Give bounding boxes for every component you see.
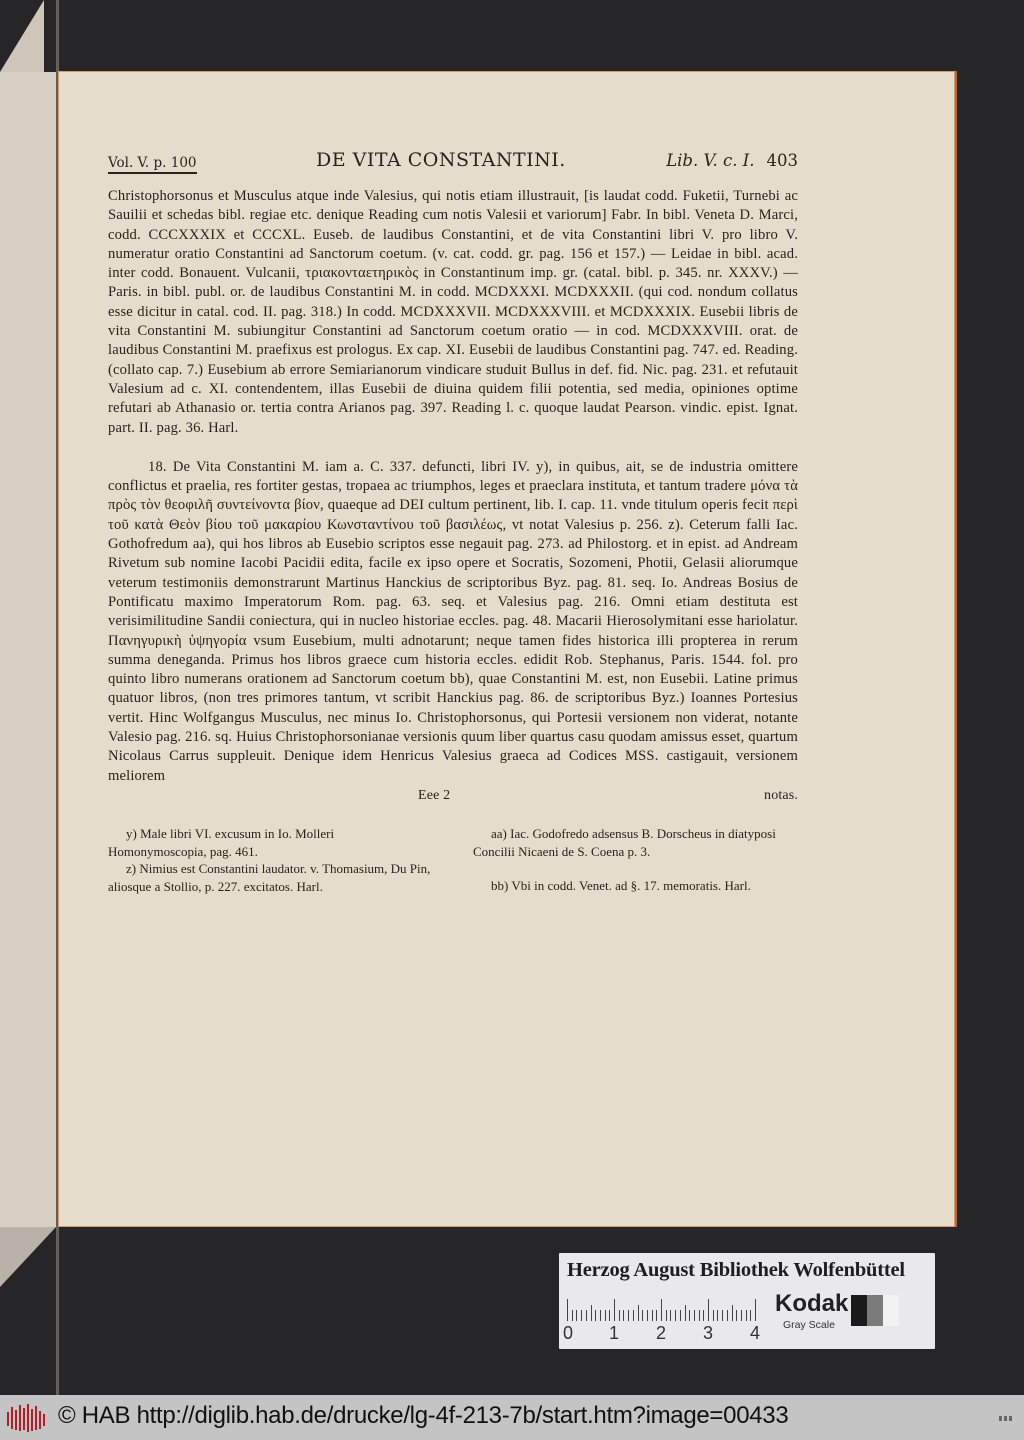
page-number: 403 xyxy=(766,151,798,170)
footnote-z: z) Nimius est Constantini laudator. v. Thomasium, Du Pin, aliosque a Stollio, p. 227. excitatos. Harl. xyxy=(108,861,431,894)
ruler-tick xyxy=(605,1310,606,1321)
ruler-number: 3 xyxy=(703,1323,714,1343)
signature-mark: Eee 2 xyxy=(418,787,451,803)
ruler-tick xyxy=(670,1310,671,1321)
footnote-aa: aa) Iac. Godofredo adsensus B. Dorscheus in diatyposi Concilii Nicaeni de S. Coena p. 3. xyxy=(473,826,776,859)
ruler-tick xyxy=(581,1310,582,1321)
footnotes-left-column xyxy=(108,825,433,895)
ruler-tick xyxy=(732,1305,733,1321)
ruler-tick xyxy=(576,1310,577,1321)
ruler-number: 4 xyxy=(750,1323,761,1343)
ruler-tick xyxy=(661,1299,662,1321)
ruler-tick xyxy=(619,1310,620,1321)
volume-reference: Vol. V. p. 100 xyxy=(108,155,197,174)
ruler-tick xyxy=(586,1310,587,1321)
ruler-tick xyxy=(703,1310,704,1321)
body-text xyxy=(108,187,798,805)
ruler-tick xyxy=(567,1299,568,1321)
catchword: notas. xyxy=(764,787,798,803)
library-name: Herzog August Bibliothek Wolfenbüttel xyxy=(567,1259,905,1281)
more-options-icon[interactable] xyxy=(999,1416,1012,1421)
ruler-number: 2 xyxy=(656,1323,667,1343)
previous-page-corner-bottom xyxy=(0,1227,56,1287)
footnote-y: y) Male libri VI. excusum in Io. Molleri Homonymoscopia, pag. 461. xyxy=(108,826,335,859)
ruler-tick xyxy=(741,1310,742,1321)
swatch-white xyxy=(883,1295,899,1326)
ruler-tick xyxy=(746,1310,747,1321)
ruler-tick xyxy=(600,1310,601,1321)
ruler-tick xyxy=(656,1310,657,1321)
ruler-tick xyxy=(633,1310,634,1321)
gray-scale-swatches xyxy=(851,1295,899,1326)
ruler-tick xyxy=(755,1299,756,1321)
book-chapter-reference xyxy=(666,151,798,170)
ruler-tick xyxy=(722,1310,723,1321)
ruler-tick xyxy=(614,1299,615,1321)
ruler-tick xyxy=(595,1310,596,1321)
footnotes xyxy=(108,825,798,895)
page-content xyxy=(108,149,798,895)
ruler-tick xyxy=(694,1310,695,1321)
ruler-tick xyxy=(666,1310,667,1321)
running-head xyxy=(108,149,798,179)
viewer-footer xyxy=(0,1395,1024,1440)
previous-page-corner xyxy=(0,0,44,72)
page-title: DE VITA CONSTANTINI. xyxy=(316,149,566,171)
signature-line xyxy=(108,786,798,805)
ruler-tick xyxy=(628,1310,629,1321)
paragraph-1: Christophorsonus et Musculus atque inde Valesius, qui notis etiam illustrauit, [is laudat codd. Fuketii, Turnebi ac Sauilii et schedas bibl. regiae etc. denique Reading cum notis Valesii et variorum] Fabr. In bibl. Veneta D. Marci, codd. CCCXXXIX et CCCXL. Euseb. de laudibus Constantini, et de vita Constantini libri V. pro libro V. numeratur oratio Constantini ad Sanctorum coetum. (v. cat. codd. gr. pag. 156 et 157.) — Leidae in bibl. acad. inter codd. Bonauent. Vulcanii, τριακονταετηρικὸς in Constantinum imp. gr. (catal. bibl. p. 345. nr. XXXV.) — Paris. in bibl. publ. or. de laudibus Constantini M. in codd. MCDXXXI. MCDXXXII. (qui cod. nondum collatus esse dicitur in catal. cod. II. pag. 318.) In codd. MCDXXXVII. MCDXXXVIII. et MCDXXXIX. Eusebii libris de vita Constantini M. subiungitur Constantini ad Sanctorum coetum oratio — in cod. MCDXXXVIII. orat. de laudibus Constantini M. praefixus est prologus. Ex cap. XI. Eusebii de laudibus Constantini pag. 747. ed. Reading. (collato cap. 7.) Eusebium ab errore Semiarianorum vindicare studuit Bullus in def. fid. Nic. pag. 231. et refutauit Valesium ad c. XI. contendentem, illas Eusebii de diuina quidem filii potentia, sed media, opiniones optime refutari ab Athanasio or. tertia contra Arianos pag. 397. Reading l. c. quoque laudat Pearson. vindic. epist. Ignat. part. II. pag. 36. Harl. xyxy=(108,188,798,436)
ruler-number: 1 xyxy=(609,1323,620,1343)
ruler-tick xyxy=(642,1310,643,1321)
ruler-tick xyxy=(736,1310,737,1321)
ruler-tick xyxy=(572,1310,573,1321)
gray-scale-label: Gray Scale xyxy=(783,1319,835,1331)
ruler-tick xyxy=(685,1305,686,1321)
ruler-tick xyxy=(591,1305,592,1321)
book-page xyxy=(58,71,955,1227)
ruler-tick xyxy=(713,1310,714,1321)
ruler-tick xyxy=(708,1299,709,1321)
ruler-tick xyxy=(647,1310,648,1321)
hab-logo-icon[interactable] xyxy=(5,1402,47,1434)
ruler-tick xyxy=(652,1310,653,1321)
ruler-tick xyxy=(750,1310,751,1321)
ruler-tick xyxy=(638,1305,639,1321)
library-scale-card xyxy=(559,1253,935,1349)
ruler-tick xyxy=(717,1310,718,1321)
ruler-tick xyxy=(680,1310,681,1321)
swatch-gray xyxy=(867,1295,883,1326)
ruler-tick xyxy=(689,1310,690,1321)
chapter-label: Lib. V. c. I. xyxy=(666,151,755,170)
copyright-url[interactable]: © HAB http://diglib.hab.de/drucke/lg-4f-213-7b/start.htm?image=00433 xyxy=(58,1402,789,1429)
ruler-tick xyxy=(675,1310,676,1321)
ruler-tick xyxy=(699,1310,700,1321)
footnotes-right-column xyxy=(473,825,798,895)
ruler-tick xyxy=(727,1310,728,1321)
footnote-bb: bb) Vbi in codd. Venet. ad §. 17. memoratis. Harl. xyxy=(491,878,751,894)
previous-page-edge xyxy=(0,72,56,1227)
ruler-tick xyxy=(609,1310,610,1321)
kodak-logo: Kodak xyxy=(775,1290,849,1317)
paragraph-2: 18. De Vita Constantini M. iam a. C. 337. defuncti, libri IV. y), in quibus, ait, se de industria omittere conflictus et praelia, res fortiter gestas, tropaea ac triumphos, leges et praeclara instituta, et tantum tradere μόνα τὰ πρὸς τὸν θεοφιλῆ συντείνοντα βίον, quaeque ad DEI cultum pertinent, lib. I. cap. 11. vnde titulum operis fecit περὶ τοῦ κατὰ Θεὸν βίου τοῦ μακαρίου Κωνσταντίνου τοῦ βασιλέως, vt notat Valesius p. 256. z). Ceterum falli Iac. Gothofredum aa), qui hos libros ab Eusebio scriptos esse negauit pag. 273. ad Philostorg. et in epist. ad Andream Rivetum sub nomine Iacobi Pacidii edita, facile ex ipso opere et Socratis, Sozomeni, Photii, Gelasii aliorumque veterum testimoniis demonstrarunt Martinus Hanckius de scriptoribus Byz. pag. 81. seq. Io. Andreas Bosius de Pontificatu maximo Imperatorum Rom. pag. 63. seq. et Valesius pag. 216. Omni etiam destituta est verisimilitudine Sandii coniectura, qui in nucleo historiae eccles. pag. 48. Macarii Hierosolymitani esse hariolatur. Πανηγυρικὴ ὑψηγορία vsum Eusebium, multi adnotarunt; neque tamen fides historica illi propterea in rerum summa deneganda. Primus hos libros graece cum historia eccles. edidit Rob. Stephanus, Paris. 1544. fol. pro quinto libro numerans orationem ad Sanctorum coetum bb), quae Constantini M. est, non Eusebii. Latine primus quatuor libros, (non tres primores tantum, vt scribit Hanckius pag. 86. de scriptoribus Byz.) Ioannes Portesius vertit. Hinc Wolfgangus Musculus, nec minus Io. Christophorsonus, qui Portesii versionem non viderat, notante Valesio pag. 216. sq. Huius Christophorsonianae versionis quum liber quartus casu quodam amissus esset, quartum Nicolaus Carrus suppleuit. Denique idem Henricus Valesius graeca ad Codices MSS. castigauit, versionem meliorem xyxy=(108,458,798,784)
ruler-number: 0 xyxy=(563,1323,574,1343)
measurement-ruler xyxy=(563,1291,761,1347)
ruler-tick xyxy=(623,1310,624,1321)
swatch-black xyxy=(851,1295,867,1326)
